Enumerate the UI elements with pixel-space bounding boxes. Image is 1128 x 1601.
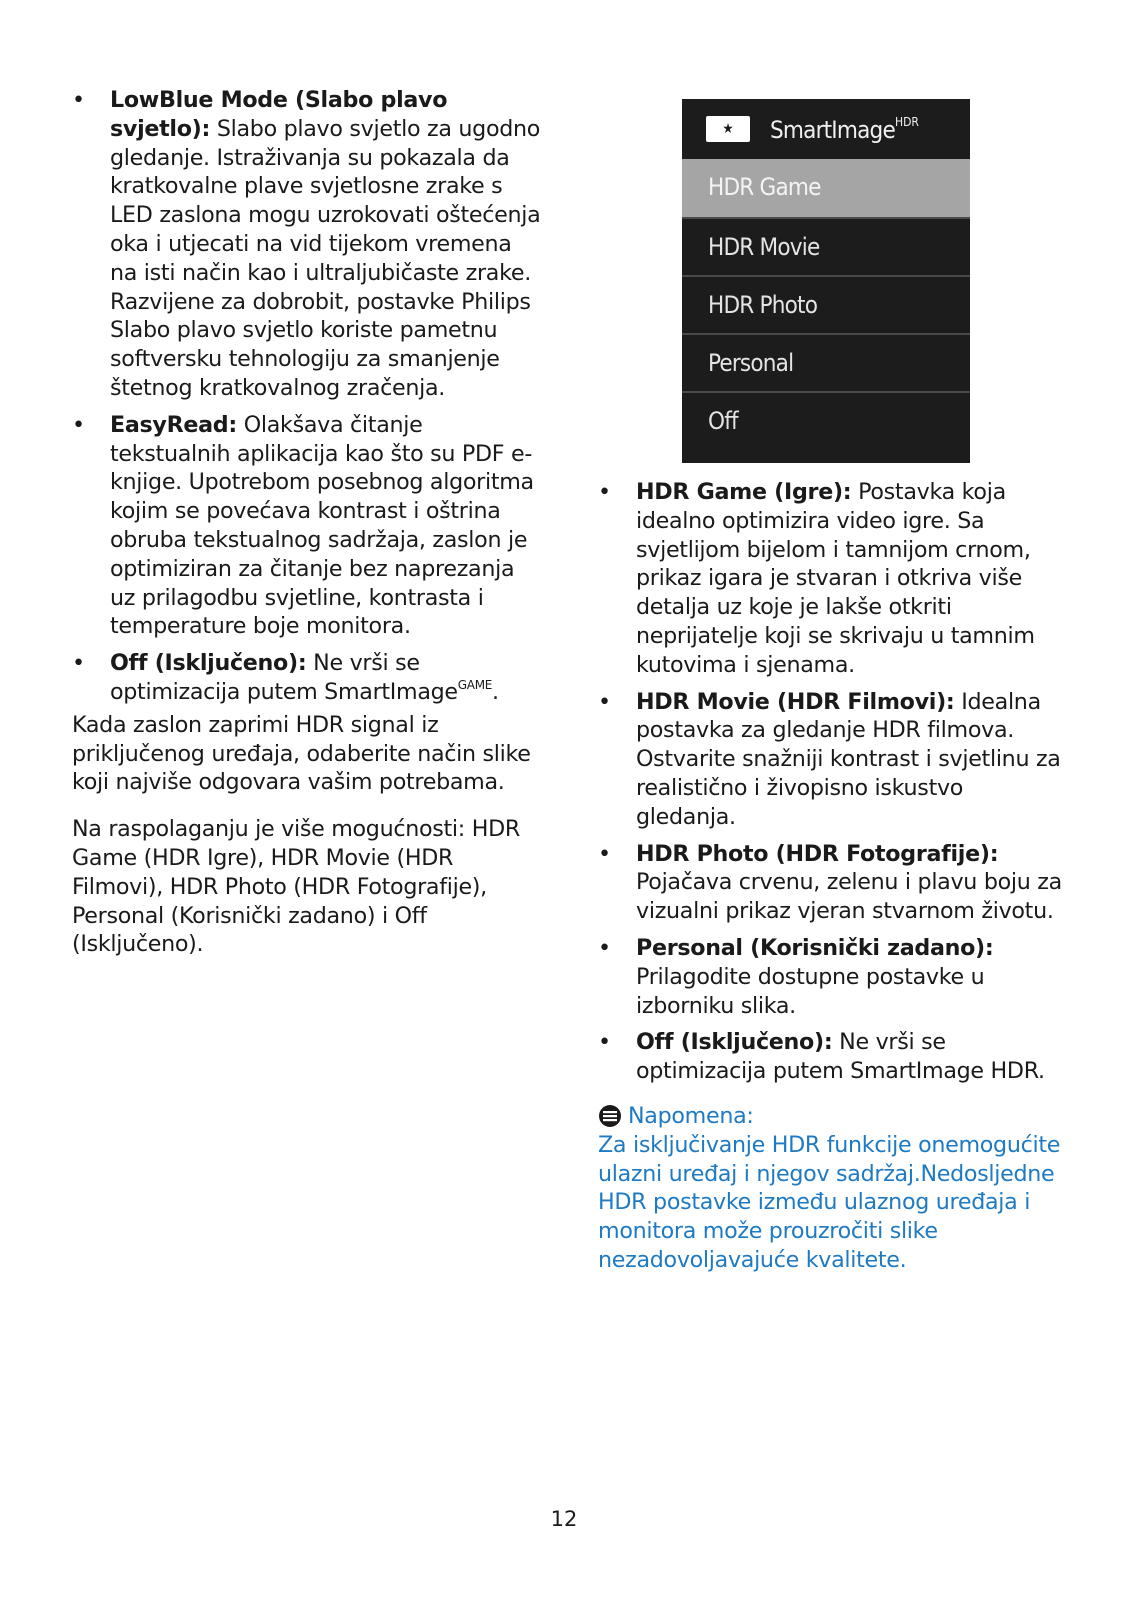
note-block xyxy=(598,1102,1068,1275)
bullet-dot: • xyxy=(598,840,611,867)
bullet-dot: • xyxy=(598,934,611,961)
menu-item-hdr-movie[interactable]: HDR Movie xyxy=(682,217,970,275)
note-text: Za isključivanje HDR funkcije onemogućite ulazni uređaj i njegov sadržaj.Nedosljedne HDR postavke između ulaznog uređaja i monitora može prouzročiti slike nezadovoljavajuće kvalitete. xyxy=(598,1131,1061,1273)
bullet-text: Ne vrši se optimizacija putem SmartImage xyxy=(110,650,458,705)
bullet-term: LowBlue Mode (Slabo plavo svjetlo): xyxy=(110,87,448,142)
paragraph-options: Na raspolaganju je više mogućnosti: HDR Game (HDR Igre), HDR Movie (HDR Filmovi), HDR Photo (HDR Fotografije), Personal (Korisnički zadano) i Off (Isključeno). xyxy=(72,816,520,958)
bullet-dot: • xyxy=(72,411,85,438)
menu-item-hdr-game[interactable]: HDR Game xyxy=(682,159,970,217)
bullet-term: Off (Isključeno): xyxy=(636,1029,833,1056)
bullet-text: Prilagodite dostupne postavke u izborniku slika. xyxy=(636,963,985,1019)
bullet-term: HDR Movie (HDR Filmovi): xyxy=(636,688,955,715)
bullet-term: Personal (Korisnički zadano): xyxy=(636,934,994,961)
bullet-off-hdr xyxy=(598,1028,1068,1086)
bullet-hdr-game xyxy=(598,478,1068,680)
bullet-lowblue xyxy=(72,86,542,403)
bullet-term: HDR Photo (HDR Fotografije): xyxy=(636,840,999,867)
menu-title xyxy=(770,116,919,144)
note-icon xyxy=(598,1104,622,1128)
left-column xyxy=(72,86,542,977)
bullet-hdr-movie xyxy=(598,688,1068,832)
menu-title-sup: HDR xyxy=(894,115,919,129)
bullet-text: Olakšava čitanje tekstualnih aplikacija kao što su PDF e-knjige. Upotrebom posebnog algoritma kojim se povećava kontrast i oštrina obruba tekstualnog sadržaja, zaslon je optimiziran za čitanje bez naprezanja uz prilagodbu svjetline, kontrasta i temperature boje monitora. xyxy=(110,411,534,640)
superscript-game: GAME xyxy=(457,677,493,692)
bullet-personal xyxy=(598,934,1068,1020)
smartimage-hdr-menu xyxy=(682,99,970,463)
bullet-hdr-photo xyxy=(598,840,1068,926)
bullet-term: Off (Isključeno): xyxy=(110,650,307,677)
menu-item-off[interactable]: Off xyxy=(682,391,970,449)
bullet-term: EasyRead: xyxy=(110,411,237,438)
page-number: 12 xyxy=(550,1507,578,1531)
bullet-dot: • xyxy=(72,87,85,113)
menu-item-personal[interactable]: Personal xyxy=(682,333,970,391)
bullet-off-game xyxy=(72,649,542,707)
bullet-term: HDR Game (Igre): xyxy=(636,479,852,505)
bullet-tail: . xyxy=(492,678,499,705)
bullet-dot: • xyxy=(72,650,85,677)
bullet-dot: • xyxy=(598,479,611,505)
note-title: Napomena: xyxy=(628,1102,754,1129)
bullet-text: Postavka koja idealno optimizira video igre. Sa svjetlijom bijelom i tamnijom crnom, prikaz igara je stvaran i otkriva više detalja uz koje je lakše otkriti neprijatelje koji se skrivaju u tamnim kutovima i sjenama. xyxy=(636,479,1035,678)
menu-item-hdr-photo[interactable]: HDR Photo xyxy=(682,275,970,333)
right-column xyxy=(598,478,1068,1275)
note-header xyxy=(598,1102,1068,1131)
bullet-easyread xyxy=(72,411,542,641)
bullet-text: Slabo plavo svjetlo za ugodno gledanje. Istraživanja su pokazala da kratkovalne plave svjetlosne zrake s LED zaslona mogu uzrokovati oštećenja oka i utjecati na vid tijekom vremena na isti način kao i ultraljubičaste zrake. Razvijene za dobrobit, postavke Philips Slabo plavo svjetlo koriste pametnu softversku tehnologiju za smanjenje štetnog kratkovalnog zračenja. xyxy=(110,115,541,401)
bullet-text: Pojačava crvenu, zelenu i plavu boju za vizualni prikaz vjeran stvarnom životu. xyxy=(636,869,1062,925)
paragraph-hdr-signal: Kada zaslon zaprimi HDR signal iz priključenog uređaja, odaberite način slike koji najviše odgovara vašim potrebama. xyxy=(72,711,531,796)
bullet-text: Ne vrši se optimizacija putem SmartImage HDR. xyxy=(636,1029,1045,1085)
bullet-text: Idealna postavka za gledanje HDR filmova. Ostvarite snažniji kontrast i svjetlinu za realistično i živopisno iskustvo gledanja. xyxy=(636,688,1061,830)
bullet-dot: • xyxy=(598,688,611,715)
bullet-dot: • xyxy=(598,1029,611,1056)
menu-header xyxy=(682,99,970,159)
menu-title-text: SmartImage xyxy=(770,116,895,144)
star-icon: ★ xyxy=(706,116,750,142)
